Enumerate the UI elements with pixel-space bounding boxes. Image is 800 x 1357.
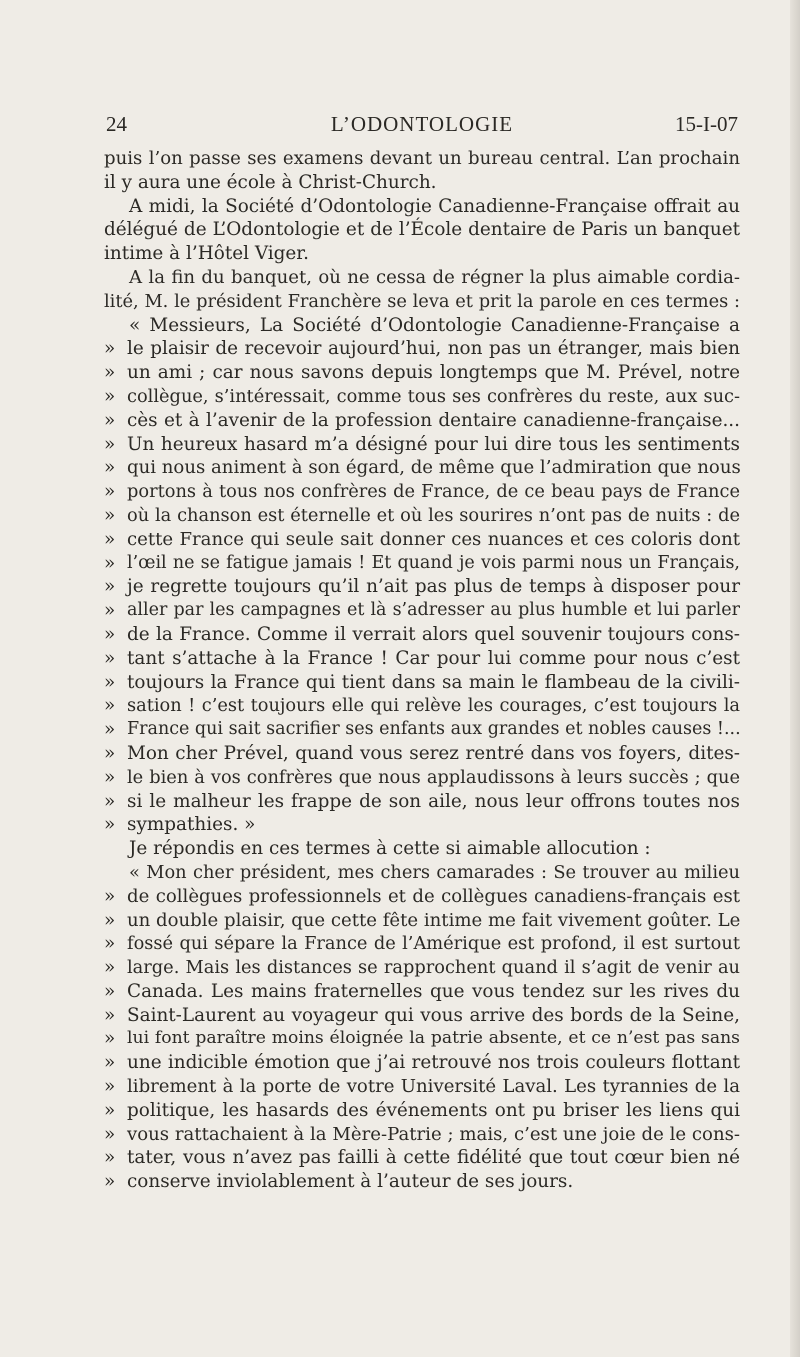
line-text: tant s’attache à la France ! Car pour lui comme pour nous c’est [127,647,740,669]
text-line [104,671,740,695]
line-text: A la fin du banquet, où ne cessa de régner la plus aimable cordia- [129,266,740,288]
quote-mark: » [104,1028,116,1050]
quote-mark: » [104,433,116,455]
quote-mark: » [104,385,116,407]
quote-mark: » [104,814,116,836]
text-line [104,195,740,219]
text-line [104,980,740,1004]
line-text: fossé qui sépare la France de l’Amérique est profond, il est surtout [127,933,740,955]
line-text: le plaisir de recevoir aujourd’hui, non pas un étranger, mais bien [127,338,740,360]
text-line [104,456,740,480]
text-line [104,314,740,338]
line-text: « Mon cher président, mes chers camarades : Se trouver au milieu [129,861,740,883]
issue-date: 15-I-07 [675,112,738,136]
quote-mark: » [104,552,116,574]
text-line [104,813,740,837]
text-line [104,552,740,576]
line-text: politique, les hasards des événements ont pu briser les liens qui [127,1099,740,1121]
text-line [104,433,740,457]
line-text: France qui sait sacrifier ses enfants aux grandes et nobles causes !... [127,719,741,740]
quote-mark: » [104,909,116,931]
quote-mark: » [104,1123,116,1145]
text-line [104,266,740,290]
quote-mark: » [104,1052,116,1074]
quote-mark: » [104,1099,116,1121]
line-text: lité, M. le président Franchère se leva et prit la parole en ces termes : [104,290,740,312]
line-text: vous rattachaient à la Mère-Patrie ; mais, c’est une joie de le cons- [127,1123,740,1145]
quote-mark: » [104,1171,116,1193]
text-line [104,1123,740,1147]
text-line [104,766,740,790]
text-line [104,242,740,266]
line-text: aller par les campagnes et là s’adresser au plus humble et lui parler [127,600,740,621]
text-line [104,480,740,504]
line-text: « Messieurs, La Société d’Odontologie Canadienne-Française a [129,314,740,336]
text-line [104,623,740,647]
line-text: je regrette toujours qu’il n’ait pas plus de temps à disposer pour [127,576,740,598]
quote-mark: » [104,957,116,979]
article-body [104,147,740,1194]
line-text: il y aura une école à Christ-Church. [104,171,437,193]
quote-mark: » [104,481,116,503]
text-line [104,790,740,814]
line-text: tater, vous n’avez pas failli à cette fidélité que tout cœur bien né [127,1147,740,1169]
line-text: lui font paraître moins éloignée la patrie absente, et ce n’est pas sans [127,1028,740,1049]
line-text: sation ! c’est toujours elle qui relève les courages, c’est toujours la [127,695,740,717]
text-line [104,504,740,528]
text-line [104,837,740,861]
text-line [104,599,740,623]
line-text: le bien à vos confrères que nous applaudissons à leurs succès ; que [127,766,740,788]
line-text: librement à la porte de votre Université Laval. Les tyrannies de la [127,1076,740,1098]
line-text: A midi, la Société d’Odontologie Canadienne-Française offrait au [129,195,740,217]
text-line [104,1027,740,1051]
quote-mark: » [104,742,116,764]
text-line [104,1004,740,1028]
line-text: si le malheur les frappe de son aile, nous leur offrons toutes nos [127,790,740,812]
line-text: un double plaisir, que cette fête intime me fait vivement goûter. Le [127,909,741,931]
text-line [104,1051,740,1075]
journal-title: L’ODONTOLOGIE [330,112,514,136]
line-text: Saint-Laurent au voyageur qui vous arrive des bords de la Seine, [127,1004,740,1026]
quote-mark: » [104,790,116,812]
quote-mark: » [104,695,116,717]
text-line [104,147,740,171]
line-text: de la France. Comme il verrait alors quel souvenir toujours cons- [127,623,740,645]
quote-mark: » [104,1004,116,1026]
text-line [104,218,740,242]
line-text: délégué de L’Odontologie et de l’École dentaire de Paris un banquet [104,219,740,241]
text-line [104,1170,740,1194]
text-line [104,694,740,718]
line-text: de collègues professionnels et de collègues canadiens-français est [127,885,740,907]
text-line [104,1099,740,1123]
quote-mark: » [104,933,116,955]
quote-mark: » [104,1076,116,1098]
running-header [106,112,738,142]
text-line [104,861,740,885]
line-text: toujours la France qui tient dans sa main le flambeau de la civili- [127,671,740,693]
line-text: collègue, s’intéressait, comme tous ses confrères du reste, aux suc- [127,385,740,407]
quote-mark: » [104,528,116,550]
line-text: l’œil ne se fatigue jamais ! Et quand je vois parmi nous un Français, [127,552,740,573]
quote-mark: » [104,409,116,431]
line-text: Mon cher Prével, quand vous serez rentré dans vos foyers, dites- [127,742,740,764]
line-text: qui nous animent à son égard, de même que l’admiration que nous [127,457,741,479]
quote-mark: » [104,338,116,360]
line-text: un ami ; car nous savons depuis longtemps que M. Prével, notre [127,362,740,384]
text-line [104,337,740,361]
line-text: large. Mais les distances se rapprochent quand il s’agit de venir au [127,957,740,979]
quote-mark: » [104,1147,116,1169]
text-line [104,742,740,766]
quote-mark: » [104,980,116,1002]
text-line [104,932,740,956]
text-line [104,290,740,314]
text-line [104,885,740,909]
quote-mark: » [104,600,116,622]
text-line [104,528,740,552]
text-line [104,1075,740,1099]
text-line [104,385,740,409]
quote-mark: » [104,576,116,598]
quote-mark: » [104,623,116,645]
quote-mark: » [104,457,116,479]
quote-mark: » [104,671,116,693]
text-line [104,409,740,433]
line-text: cette France qui seule sait donner ces nuances et ces coloris dont [127,528,740,550]
text-line [104,171,740,195]
text-line [104,909,740,933]
text-line [104,718,740,742]
line-text: cès et à l’avenir de la profession dentaire canadienne-française... [127,409,740,431]
text-line [104,361,740,385]
text-line [104,647,740,671]
line-text: puis l’on passe ses examens devant un bureau central. L’an prochain [104,148,740,169]
line-text: Un heureux hasard m’a désigné pour lui dire tous les sentiments [127,433,740,455]
page-number: 24 [106,112,127,136]
quote-mark: » [104,885,116,907]
line-text: intime à l’Hôtel Viger. [104,243,309,265]
page-edge [790,0,800,1357]
line-text: Je répondis en ces termes à cette si aimable allocution : [129,838,651,860]
line-text: sympathies. » [127,814,256,836]
line-text: une indicible émotion que j’ai retrouvé nos trois couleurs flottant [127,1052,740,1074]
text-line [104,575,740,599]
line-text: portons à tous nos confrères de France, de ce beau pays de France [127,481,740,503]
line-text: Canada. Les mains fraternelles que vous tendez sur les rives du [127,980,740,1002]
text-line [104,1146,740,1170]
quote-mark: » [104,362,116,384]
line-text: conserve inviolablement à l’auteur de ses jours. [127,1171,574,1193]
quote-mark: » [104,647,116,669]
quote-mark: » [104,766,116,788]
text-line [104,956,740,980]
quote-mark: » [104,504,116,526]
line-text: où la chanson est éternelle et où les sourires n’ont pas de nuits : de [127,504,740,526]
quote-mark: » [104,719,116,741]
